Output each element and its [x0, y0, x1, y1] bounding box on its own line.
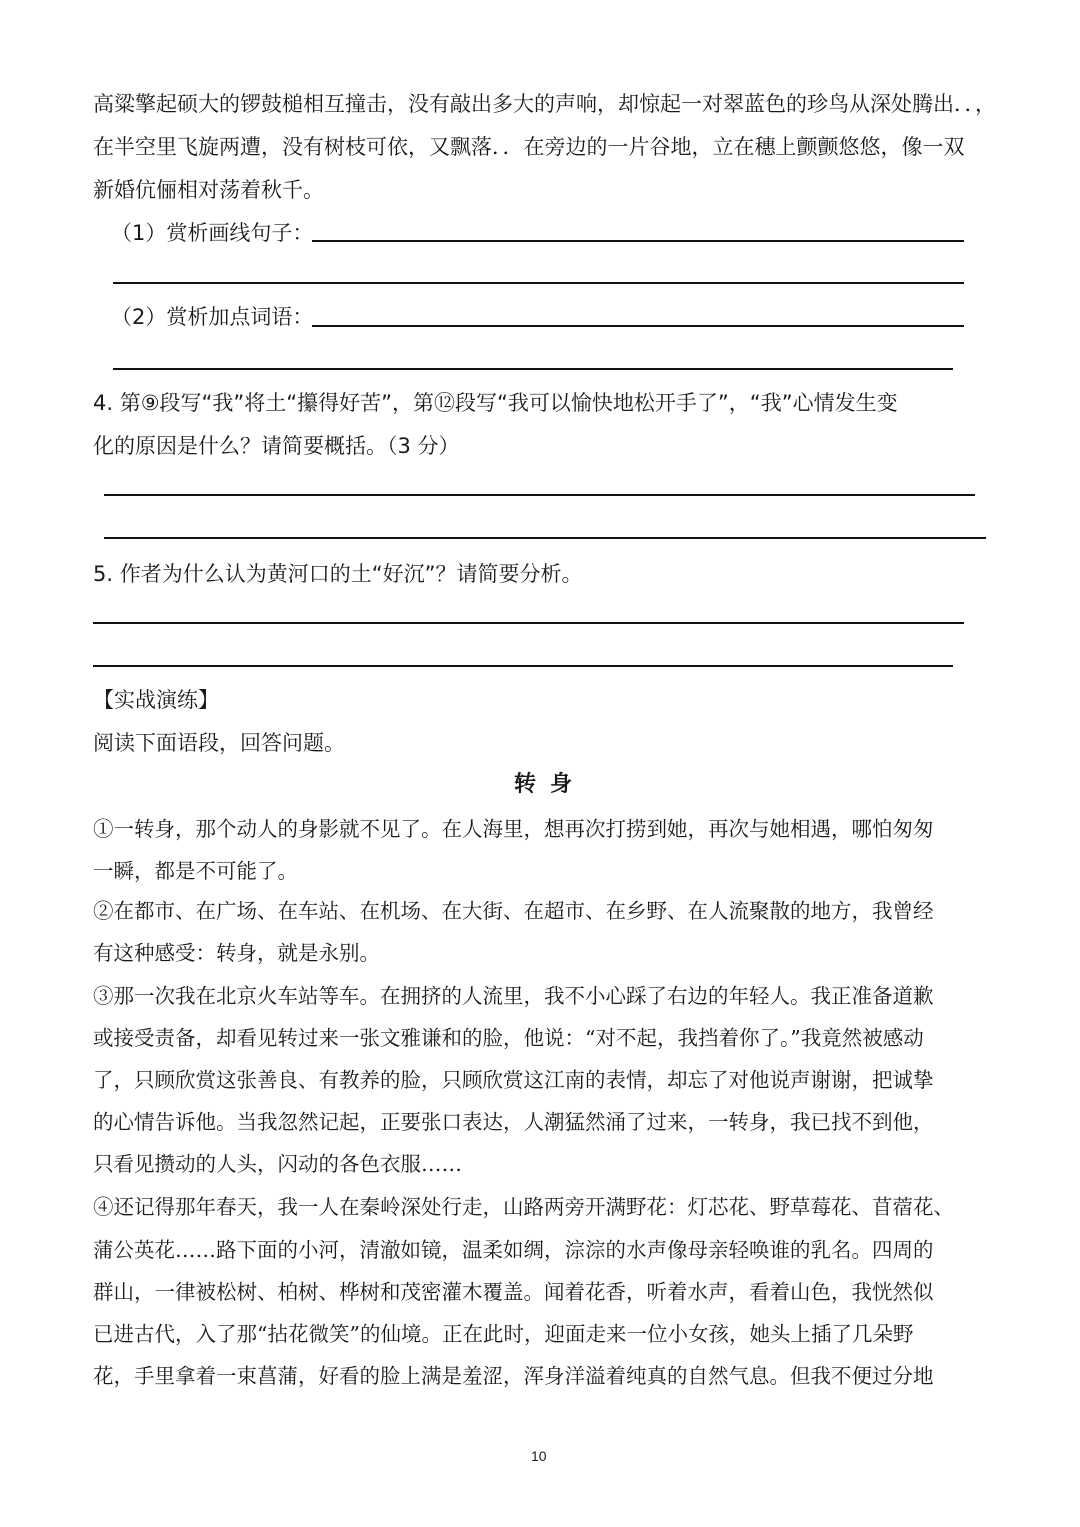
article-line: ①一转身，那个动人的身影就不见了。在人海里，想再次打捞到她，再次与她相遇，哪怕匆匆: [93, 817, 934, 841]
answer-line[interactable]: [312, 325, 964, 327]
answer-line[interactable]: [93, 665, 953, 667]
article-line: 群山，一律被松树、柏树、桦树和茂密灌木覆盖。闻着花香，听着水声，看着山色，我恍然似: [93, 1280, 934, 1304]
article-line: 已进古代，入了那“拈花微笑”的仙境。正在此时，迎面走来一位小女孩，她头上插了几朵野: [93, 1322, 914, 1346]
question-4-line: 4. 第⑨段写“我”将土“攥得好苦”，第⑫段写“我可以愉快地松开手了”，“我”心情发生变: [93, 391, 898, 415]
article-line: 蒲公英花……路下面的小河，清澈如镜，温柔如绸，淙淙的水声像母亲轻唤谁的乳名。四周的: [93, 1238, 934, 1262]
article-line: 花，手里拿着一束菖蒲，好看的脸上满是羞涩，浑身洋溢着纯真的自然气息。但我不便过分地: [93, 1364, 934, 1388]
passage-line: 在半空里飞旋两遭，没有树枝可依，又飘落．．在旁边的一片谷地，立在穗上颤颤悠悠，像一双: [93, 135, 965, 159]
passage-line: 高粱擎起硕大的锣鼓槌相互撞击，没有敲出多大的声响，却惊起一对翠蓝色的珍鸟从深处腾出．．，: [93, 92, 996, 116]
article-line: 有这种感受：转身，就是永别。: [93, 941, 380, 965]
question-5: 5. 作者为什么认为黄河口的土“好沉”？请简要分析。: [93, 562, 583, 586]
article-line: 的心情告诉他。当我忽然记起，正要张口表达，人潮猛然涌了过来，一转身，我已找不到他，: [93, 1110, 934, 1134]
instruction-text: 阅读下面语段，回答问题。: [93, 731, 345, 755]
article-line: 只看见攒动的人头，闪动的各色衣服……: [93, 1152, 462, 1176]
article-line: 一瞬，都是不可能了。: [93, 859, 298, 883]
answer-line[interactable]: [113, 282, 964, 284]
q3-2-label: （2）赏析加点词语：: [111, 305, 314, 329]
answer-line[interactable]: [104, 537, 986, 539]
article-line: 了，只顾欣赏这张善良、有教养的脸，只顾欣赏这江南的表情，却忘了对他说声谢谢，把诚挚: [93, 1068, 934, 1092]
article-line: ③那一次我在北京火车站等车。在拥挤的人流里，我不小心踩了右边的年轻人。我正准备道歉: [93, 984, 934, 1008]
passage-line: 新婚伉俪相对荡着秋千。: [93, 178, 324, 202]
section-heading: 【实战演练】: [93, 688, 219, 712]
page-number: 10: [531, 1448, 547, 1464]
question-4-line: 化的原因是什么？请简要概括。（3 分）: [93, 434, 460, 458]
article-line: ②在都市、在广场、在车站、在机场、在大街、在超市、在乡野、在人流聚散的地方，我曾经: [93, 899, 934, 923]
article-line: ④还记得那年春天，我一人在秦岭深处行走，山路两旁开满野花：灯芯花、野草莓花、苜蓿花、: [93, 1195, 954, 1219]
answer-line[interactable]: [312, 240, 964, 242]
q3-1-label: （1）赏析画线句子：: [111, 221, 314, 245]
article-title: 转身: [514, 772, 587, 797]
answer-line[interactable]: [104, 494, 975, 496]
article-line: 或接受责备，却看见转过来一张文雅谦和的脸，他说：“对不起，我挡着你了。”我竟然被感动: [93, 1026, 924, 1050]
answer-line[interactable]: [93, 622, 964, 624]
answer-line[interactable]: [113, 368, 953, 370]
